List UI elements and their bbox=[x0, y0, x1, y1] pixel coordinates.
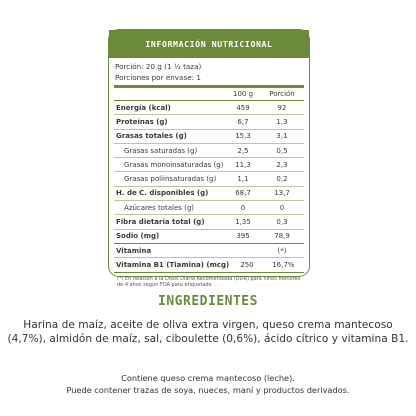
value-per-100g: 0 bbox=[240, 203, 246, 212]
value-per-100g: 15,3 bbox=[235, 132, 251, 141]
nutrient-label: Azúcares totales (g) bbox=[124, 203, 195, 212]
value-per-portion: 0,5 bbox=[276, 146, 288, 155]
value-per-portion: 16,7% bbox=[272, 260, 295, 269]
serving-size: Porción: 20 g (1 ½ taza) bbox=[115, 62, 202, 71]
value-per-portion: 3,1 bbox=[276, 132, 288, 141]
value-per-portion: 92 bbox=[277, 103, 287, 112]
nutrition-facts-panel bbox=[108, 29, 310, 289]
value-per-100g: 1,35 bbox=[235, 218, 251, 227]
value-per-portion: 0,2 bbox=[276, 175, 288, 184]
nutrient-rows bbox=[109, 101, 309, 243]
value-per-portion: 1,3 bbox=[276, 117, 288, 126]
nutrient-row bbox=[114, 200, 304, 214]
col-portion-header: Porción bbox=[269, 90, 295, 98]
nutrient-label: Grasas monoinsaturadas (g) bbox=[124, 160, 224, 169]
allergen-line-2: Puede contener trazas de soya, nueces, maní y productos derivados. bbox=[66, 385, 350, 395]
value-per-100g: 6,7 bbox=[237, 117, 249, 126]
nutrient-row bbox=[114, 257, 304, 271]
nutrient-label: Vitamina B1 (Tiamina) (mcg) bbox=[116, 260, 230, 269]
ingredients-title: INGREDIENTES bbox=[158, 294, 258, 309]
nutrient-row bbox=[114, 129, 304, 143]
value-per-100g: 395 bbox=[236, 232, 250, 241]
nutrient-row bbox=[114, 143, 304, 157]
value-per-portion: 2,3 bbox=[276, 160, 288, 169]
serving-info bbox=[109, 58, 309, 83]
nutrient-label: Vitamina bbox=[116, 246, 152, 255]
value-per-portion: 0,3 bbox=[276, 218, 288, 227]
nutrient-label: Grasas poliinsaturadas (g) bbox=[124, 175, 217, 184]
ingredients-text: Harina de maíz, aceite de oliva extra virgen, queso crema mantecoso (4,7%), almidón de maíz, sal, ciboulette (0,6%), ácido cítrico y vitamina B1. bbox=[7, 319, 409, 345]
nutrient-row bbox=[114, 114, 304, 128]
nutrition-title: INFORMACIÓN NUTRICIONAL bbox=[109, 30, 309, 58]
nutrient-row bbox=[114, 214, 304, 228]
value-per-portion: 0 bbox=[279, 203, 285, 212]
nutrient-label: Fibra dietaria total (g) bbox=[116, 218, 205, 227]
col-100g-header: 100 g bbox=[232, 90, 254, 98]
value-per-100g: 68,7 bbox=[235, 189, 251, 198]
nutrient-row bbox=[114, 171, 304, 185]
allergen-line-1: Contiene queso crema mantecoso (leche). bbox=[121, 373, 295, 383]
nutrient-label: Proteínas (g) bbox=[116, 117, 168, 126]
nutrient-row bbox=[114, 229, 304, 243]
nutrient-row bbox=[114, 244, 304, 257]
value-per-portion: (*) bbox=[277, 246, 287, 255]
value-per-portion: 78,9 bbox=[274, 232, 290, 241]
servings-per-container: Porciones por envase: 1 bbox=[115, 73, 201, 82]
value-per-100g: 459 bbox=[236, 103, 250, 112]
nutrient-label: Grasas saturadas (g) bbox=[124, 146, 198, 155]
nutrient-row bbox=[114, 186, 304, 200]
value-per-100g: 250 bbox=[240, 260, 254, 269]
nutrient-label: Sodio (mg) bbox=[116, 232, 160, 241]
column-header-row bbox=[114, 88, 304, 100]
vitamin-rows bbox=[109, 244, 309, 272]
nutrient-label: Energía (kcal) bbox=[116, 103, 171, 112]
nutrient-label: Grasas totales (g) bbox=[116, 132, 187, 141]
allergen-note bbox=[6, 372, 410, 396]
nutrient-row bbox=[114, 157, 304, 171]
nutrient-row bbox=[114, 101, 304, 114]
value-per-100g: 11,3 bbox=[235, 160, 251, 169]
value-per-100g: 2,5 bbox=[237, 146, 249, 155]
value-per-portion: 13,7 bbox=[274, 189, 290, 198]
nutrient-label: H. de C. disponibles (g) bbox=[116, 189, 209, 198]
value-per-100g: 1,1 bbox=[237, 175, 249, 184]
footnote: (*) En relación a la Dosis Diaria Recomendada (DDR) para niños menores de 4 años según FDA para etiquetado bbox=[117, 275, 301, 289]
